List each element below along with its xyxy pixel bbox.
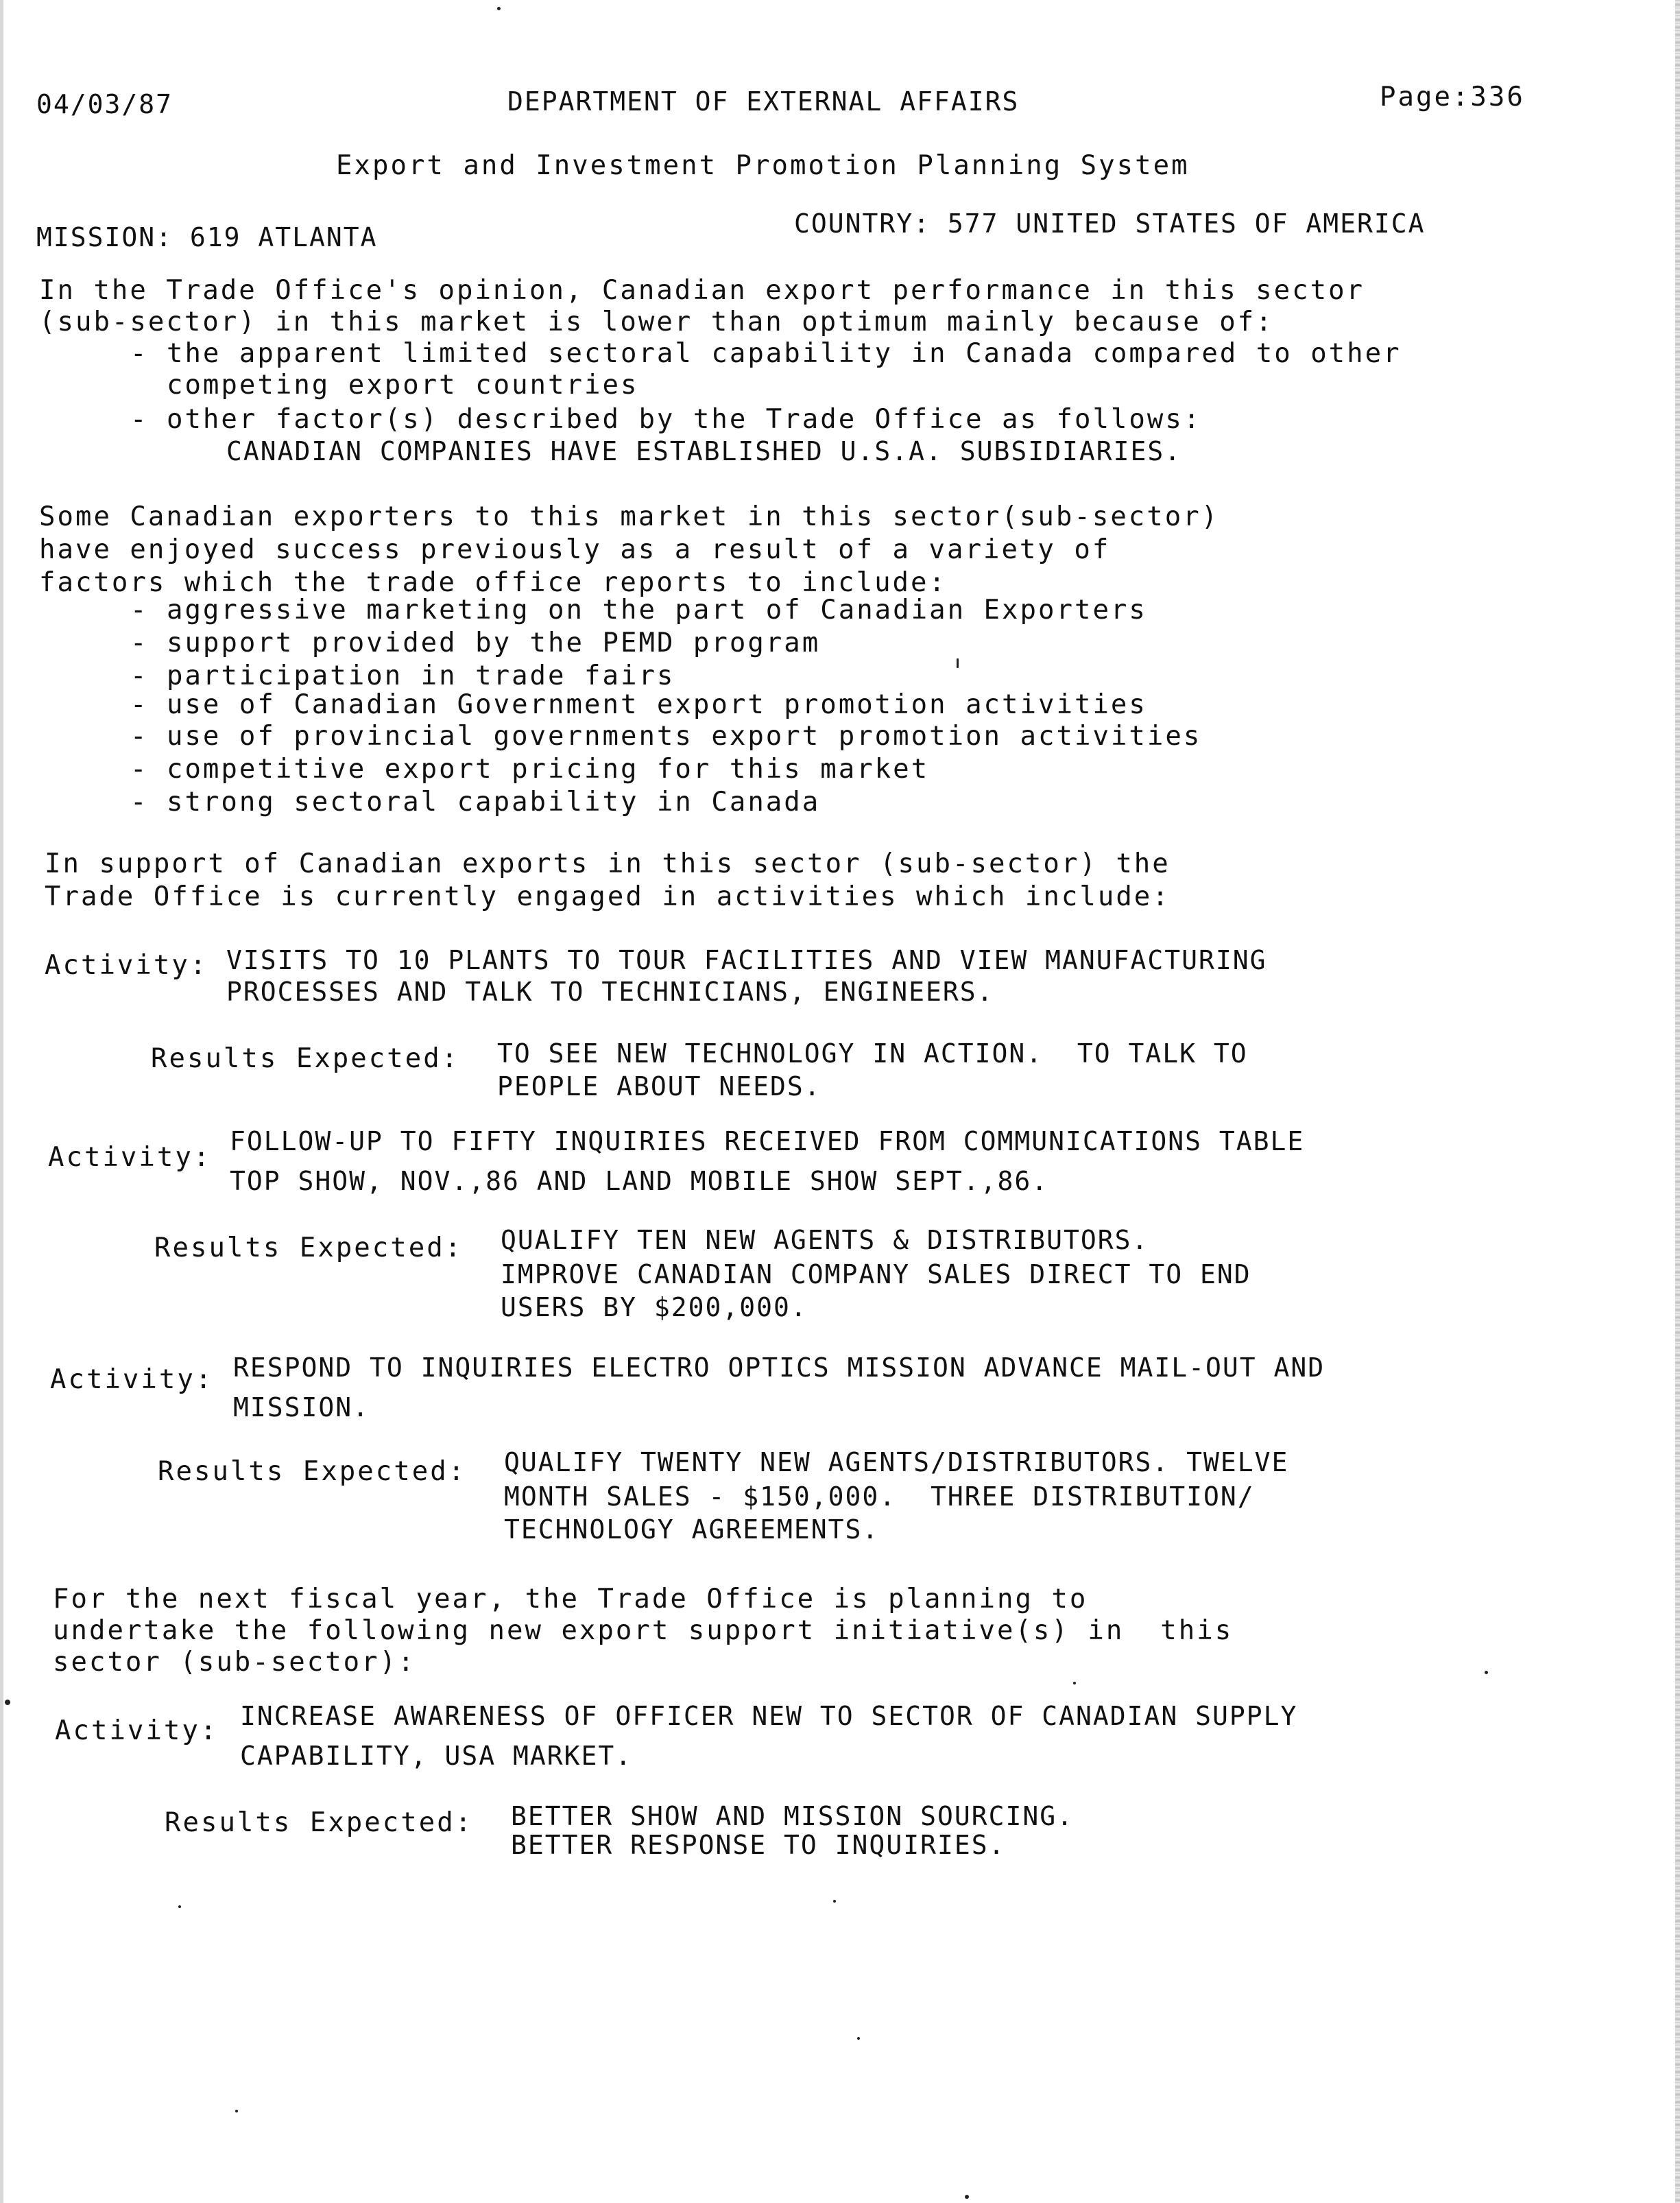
support-intro-line: Trade Office is currently engaged in activities which include:	[45, 881, 1171, 912]
scan-speck	[857, 2037, 860, 2040]
success-factor: - strong sectoral capability in Canada	[130, 787, 821, 818]
scan-speck	[957, 658, 959, 668]
results-text: BETTER RESPONSE TO INQUIRIES.	[511, 1830, 1006, 1860]
results-label: Results Expected:	[151, 1043, 460, 1074]
activity-text: FOLLOW-UP TO FIFTY INQUIRIES RECEIVED FROM COMMUNICATIONS TABLE	[230, 1126, 1305, 1156]
activity-text: CAPABILITY, USA MARKET.	[240, 1741, 633, 1771]
results-text: TO SEE NEW TECHNOLOGY IN ACTION. TO TALK TO	[497, 1038, 1248, 1069]
activity-text: MISSION.	[233, 1392, 370, 1422]
activity-text: TOP SHOW, NOV.,86 AND LAND MOBILE SHOW SEPT.,86.	[230, 1166, 1049, 1196]
results-text: PEOPLE ABOUT NEEDS.	[497, 1071, 821, 1102]
success-intro-line: have enjoyed success previously as a result of a variety of	[39, 534, 1111, 565]
activity-text: PROCESSES AND TALK TO TECHNICIANS, ENGINEERS.	[226, 977, 994, 1007]
opinion-reason: - the apparent limited sectoral capability in Canada compared to other	[130, 338, 1402, 369]
activity-text: VISITS TO 10 PLANTS TO TOUR FACILITIES AND VIEW MANUFACTURING	[226, 945, 1267, 975]
page-edge	[1675, 0, 1680, 2203]
results-text: IMPROVE CANADIAN COMPANY SALES DIRECT TO END	[501, 1259, 1251, 1289]
success-factor: - competitive export pricing for this market	[130, 754, 930, 785]
system-title: Export and Investment Promotion Planning System	[336, 150, 1190, 181]
success-factor: - support provided by the PEMD program	[130, 628, 821, 658]
activity-label: Activity:	[45, 950, 208, 981]
scan-speck	[235, 2110, 238, 2112]
results-text: BETTER SHOW AND MISSION SOURCING.	[511, 1801, 1074, 1831]
mission-label: MISSION: 619 ATLANTA	[36, 222, 378, 252]
other-factor: CANADIAN COMPANIES HAVE ESTABLISHED U.S.A. SUBSIDIARIES.	[226, 436, 1182, 466]
results-text: QUALIFY TWENTY NEW AGENTS/DISTRIBUTORS. TWELVE	[504, 1447, 1289, 1477]
scan-speck	[1485, 1671, 1488, 1674]
activity-label: Activity:	[48, 1142, 212, 1173]
report-date: 04/03/87	[36, 89, 173, 119]
next-year-intro-line: sector (sub-sector):	[53, 1647, 416, 1678]
support-intro-line: In support of Canadian exports in this sector (sub-sector) the	[45, 848, 1171, 879]
activity-text: INCREASE AWARENESS OF OFFICER NEW TO SECTOR OF CANADIAN SUPPLY	[240, 1701, 1298, 1731]
scan-speck	[5, 1700, 10, 1705]
results-label: Results Expected:	[154, 1233, 464, 1263]
success-intro-line: Some Canadian exporters to this market in this sector(sub-sector)	[39, 501, 1220, 532]
country-label: COUNTRY: 577 UNITED STATES OF AMERICA	[794, 209, 1426, 239]
success-factor: - aggressive marketing on the part of Canadian Exporters	[130, 595, 1147, 626]
scan-speck	[178, 1905, 181, 1908]
page-number: Page:336	[1380, 82, 1525, 112]
success-factor: - use of Canadian Government export promotion activities	[130, 689, 1147, 720]
opinion-intro-line: In the Trade Office's opinion, Canadian export performance in this sector	[39, 275, 1365, 306]
scan-speck	[833, 1900, 836, 1903]
scan-speck	[497, 7, 501, 10]
next-year-intro-line: For the next fiscal year, the Trade Office is planning to	[53, 1584, 1088, 1615]
results-label: Results Expected:	[158, 1456, 467, 1487]
activity-text: RESPOND TO INQUIRIES ELECTRO OPTICS MISSION ADVANCE MAIL-OUT AND	[233, 1353, 1325, 1383]
results-text: MONTH SALES - $150,000. THREE DISTRIBUTION/	[504, 1481, 1255, 1512]
results-text: USERS BY $200,000.	[501, 1292, 808, 1322]
scan-speck	[1073, 1682, 1076, 1684]
success-factor: - use of provincial governments export promotion activities	[130, 721, 1202, 752]
results-text: TECHNOLOGY AGREEMENTS.	[504, 1514, 880, 1545]
opinion-reason: competing export countries	[130, 370, 639, 401]
opinion-reason: - other factor(s) described by the Trade Office as follows:	[130, 404, 1202, 435]
next-year-intro-line: undertake the following new export support initiative(s) in this	[53, 1615, 1234, 1646]
success-factor: - participation in trade fairs	[130, 660, 675, 691]
activity-label: Activity:	[55, 1715, 219, 1746]
department-title: DEPARTMENT OF EXTERNAL AFFAIRS	[507, 86, 1020, 117]
scan-speck	[965, 2195, 969, 2199]
success-intro-line: factors which the trade office reports to include:	[39, 567, 947, 598]
opinion-intro-line: (sub-sector) in this market is lower than optimum mainly because of:	[39, 307, 1274, 337]
activity-label: Activity:	[50, 1364, 214, 1395]
results-label: Results Expected:	[165, 1807, 474, 1838]
results-text: QUALIFY TEN NEW AGENTS & DISTRIBUTORS.	[501, 1225, 1149, 1255]
